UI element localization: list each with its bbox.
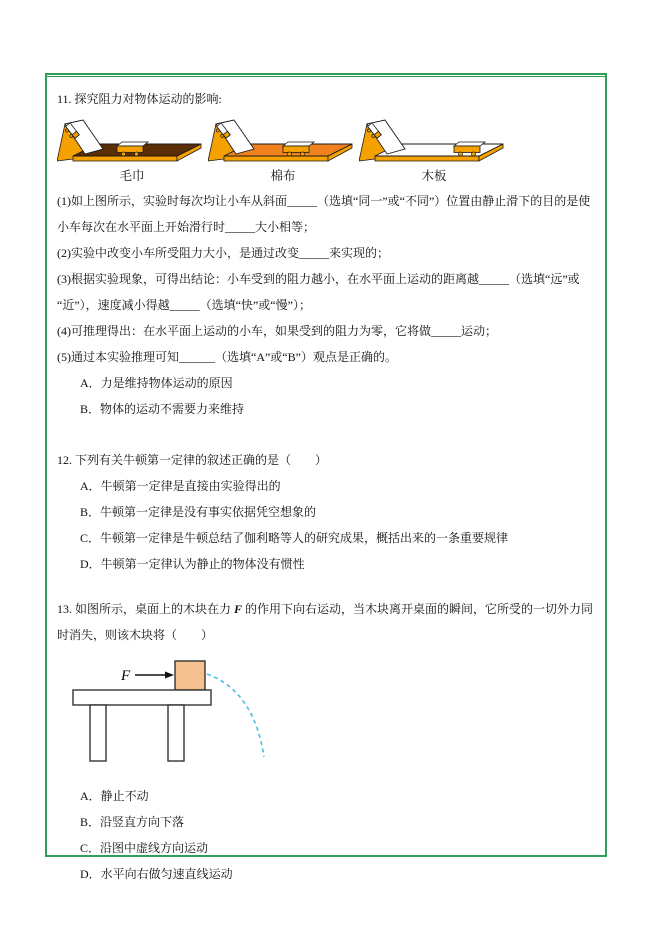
question-12 [57, 447, 595, 577]
track-front-edge [224, 156, 328, 161]
incline-diagram-towel [57, 118, 207, 184]
force-arrowhead [165, 672, 174, 679]
q13-option-a: A．静止不动 [80, 789, 149, 803]
q13-stem [57, 596, 595, 648]
surface-label-wood: 木板 [421, 169, 447, 183]
q11-part-1: (1)如上图所示，实验时每次均让小车从斜面_____（选填“同一”或“不同”）位置由静止滑下的目的是使小车每次在水平面上开始滑行时_____大小相等； [57, 194, 591, 234]
q11-part-5: (5)通过本实验推理可知______（选填“A”或“B”）观点是正确的。 [57, 350, 397, 364]
q13-option-c: C．沿图中虚线方向运动 [80, 841, 209, 855]
table-block-svg [71, 654, 281, 772]
q11-option-b: B．物体的运动不需要力来维持 [80, 402, 245, 416]
q11-option-a: A．力是维持物体运动的原因 [80, 376, 233, 390]
block-icon [175, 661, 205, 690]
table-leg-left [90, 705, 106, 761]
question-13 [57, 596, 595, 887]
q11-title: 11. 探究阻力对物体运动的影响: [57, 92, 222, 106]
incline-diagram-svg [57, 118, 207, 168]
q12-option-c: C．牛顿第一定律是牛顿总结了伽利略等人的研究成果，概括出来的一条重要规律 [80, 531, 509, 545]
table-block-diagram [71, 654, 595, 781]
surface-label-cotton: 棉布 [270, 169, 296, 183]
q13-options [57, 783, 595, 887]
q13-stem-before: 13. 如图所示，桌面上的木块在力 [57, 602, 235, 616]
worksheet-content [47, 77, 605, 887]
table-leg-right [168, 705, 184, 761]
trajectory-dashed-curve [207, 674, 264, 757]
q12-options [57, 473, 595, 577]
q11-options [57, 370, 595, 422]
q11-part-3: (3)根据实验现象，可得出结论：小车受到的阻力越小，在水平面上运动的距离越_____（选填“远”或“近”），速度减小得越_____（选填“快”或“慢”）； [57, 272, 580, 312]
track-front-edge [73, 156, 177, 161]
q12-option-d: D．牛顿第一定律认为静止的物体没有惯性 [80, 557, 305, 571]
incline-diagram-svg [208, 118, 358, 168]
q12-option-a: A．牛顿第一定律是直接由实验得出的 [80, 479, 281, 493]
q11-part-4: (4)可推理得出：在水平面上运动的小车，如果受到的阻力为零，它将做_____运动； [57, 324, 497, 338]
q12-option-b: B．牛顿第一定律是没有事实依据凭空想象的 [80, 505, 317, 519]
force-arrow-label: F [121, 668, 131, 684]
track-front-edge [375, 156, 479, 161]
incline-diagrams-row [57, 118, 595, 184]
incline-diagram-wood [359, 118, 509, 184]
force-symbol: F [234, 602, 243, 616]
q13-option-b: B．沿竖直方向下落 [80, 815, 185, 829]
table-top [73, 690, 211, 705]
surface-label-towel: 毛巾 [119, 169, 145, 183]
q13-stem-after: 的作用下向右运动，当木块离开桌面的瞬间，它所受的一切外力同时消失，则该木块将（ ） [57, 602, 594, 642]
q13-option-d: D．水平向右做匀速直线运动 [80, 867, 233, 881]
worksheet-frame [45, 73, 607, 881]
q11-part-2: (2)实验中改变小车所受阻力大小，是通过改变_____来实现的； [57, 246, 389, 260]
incline-diagram-svg [359, 118, 509, 168]
incline-diagram-cotton [208, 118, 358, 184]
q12-stem: 12. 下列有关牛顿第一定律的叙述正确的是（ ） [57, 453, 328, 467]
